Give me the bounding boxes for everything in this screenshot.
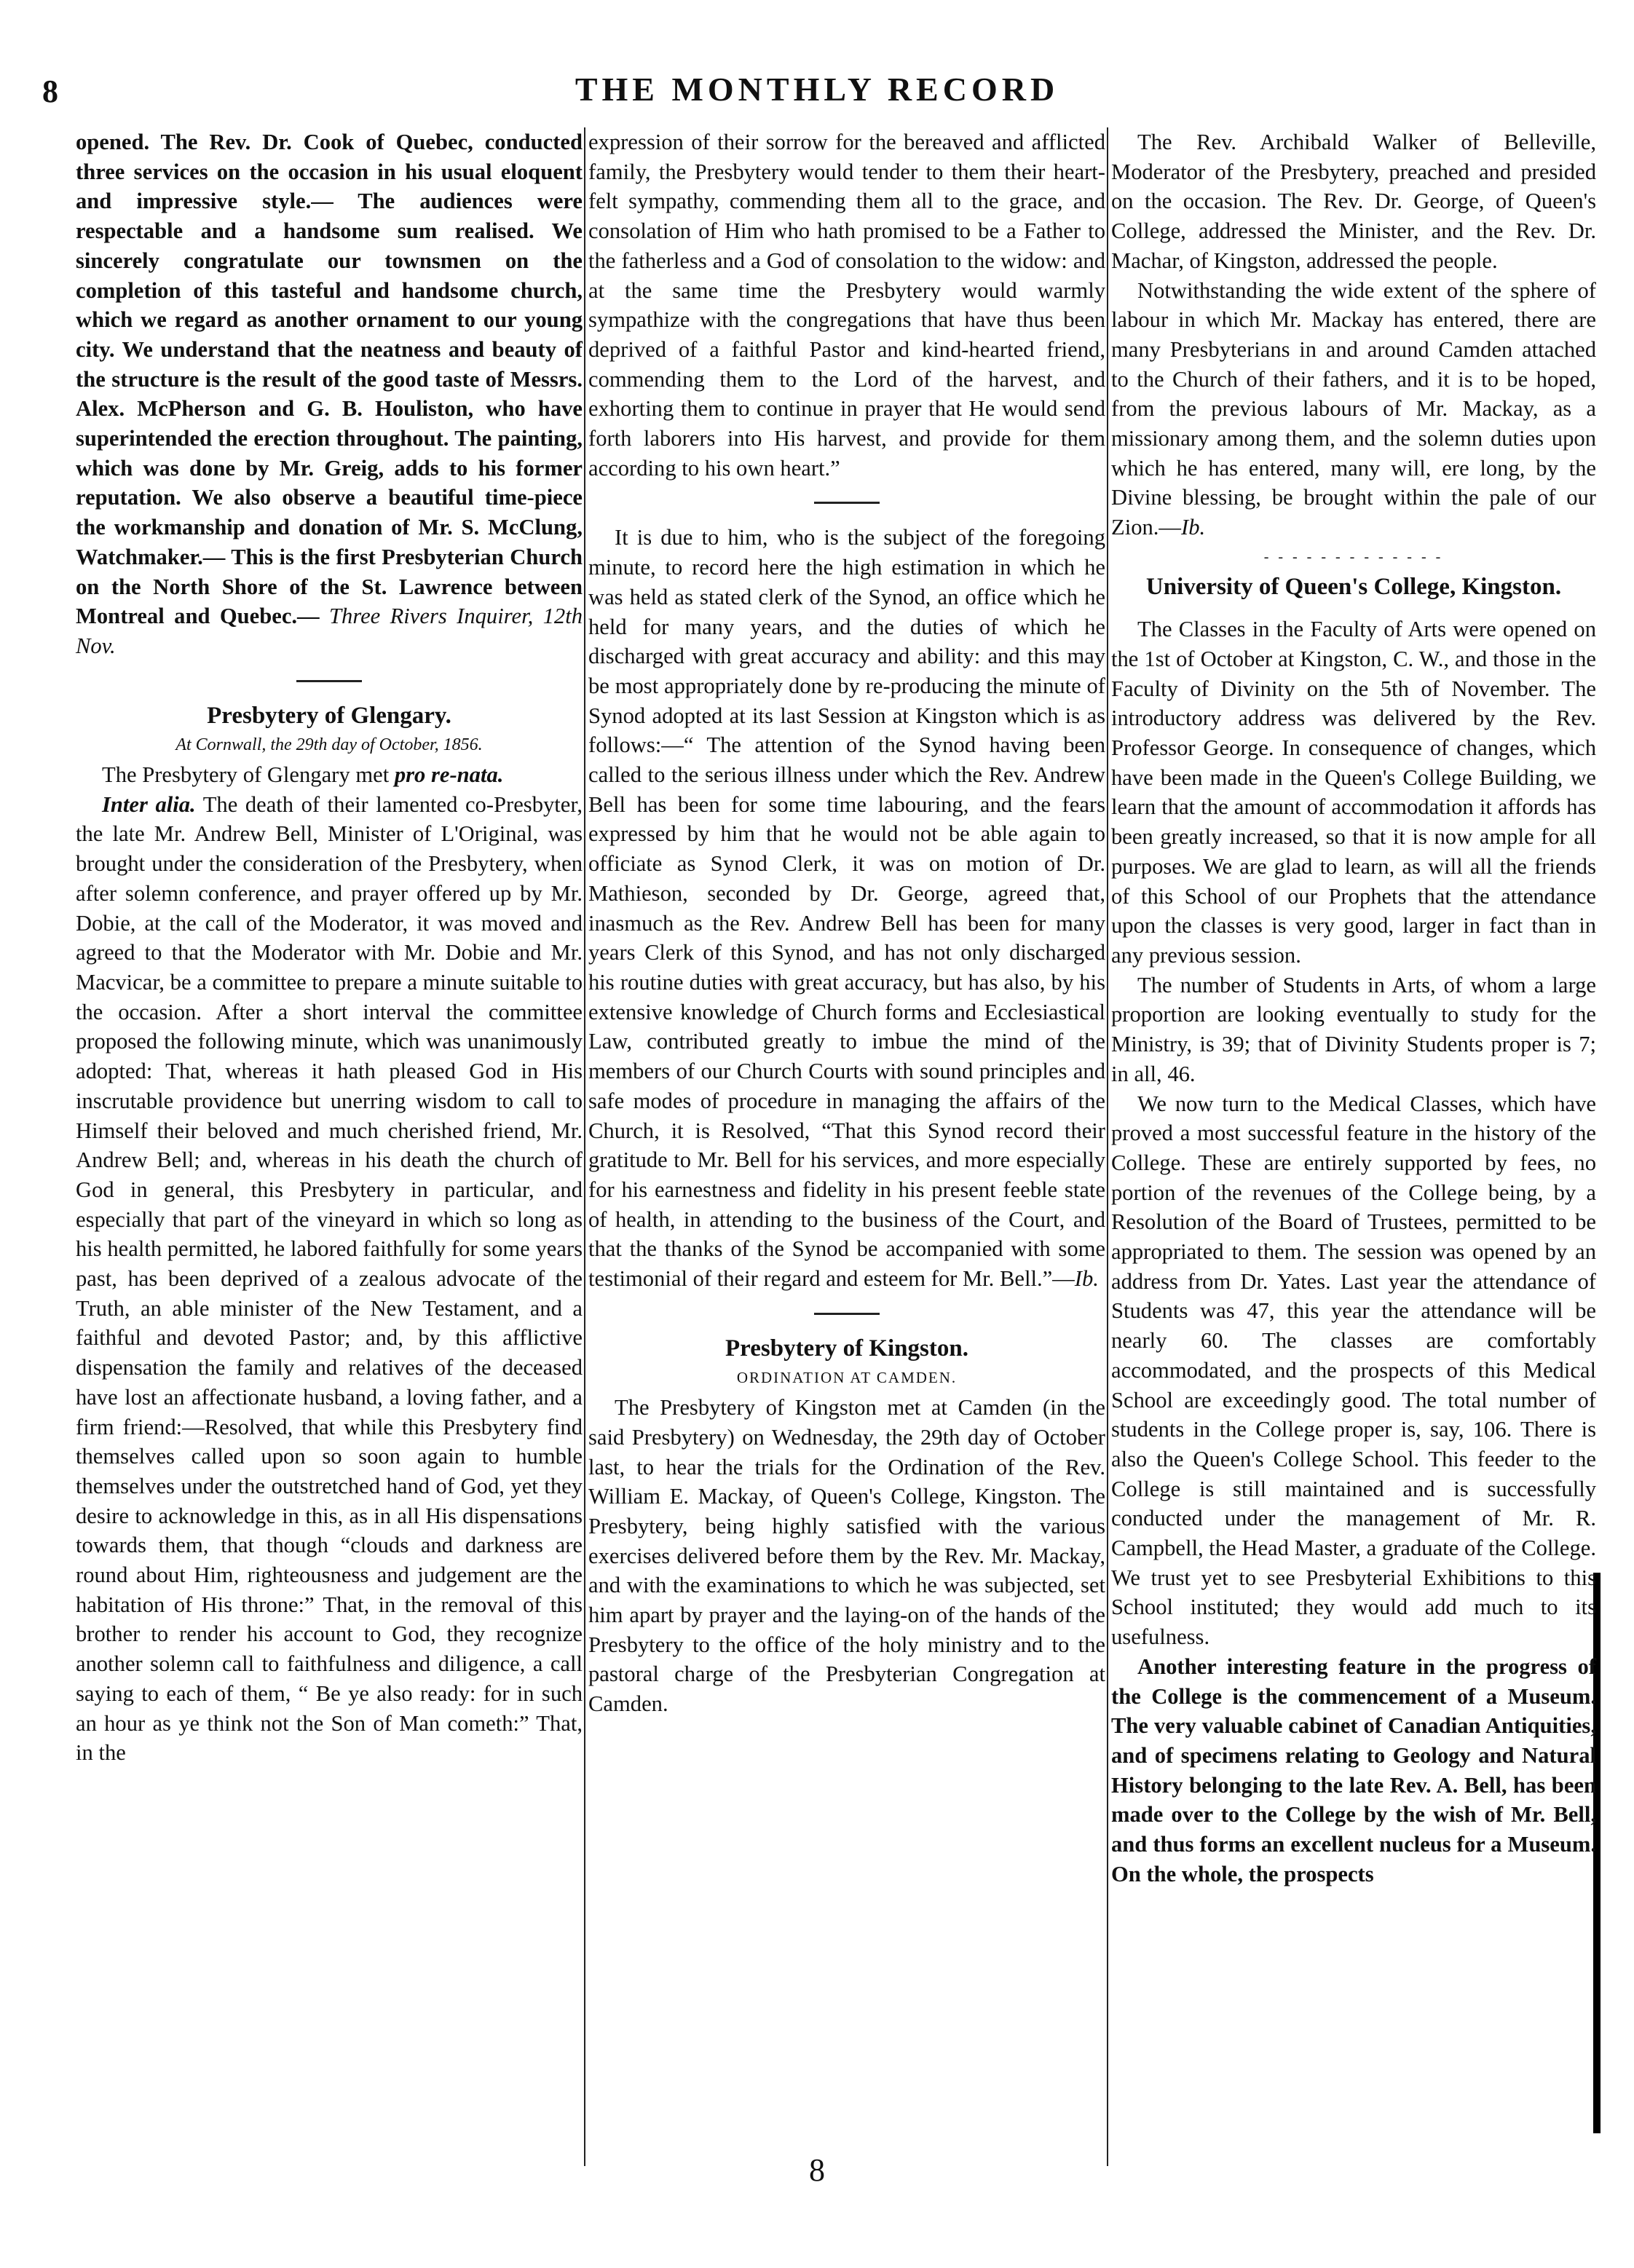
dotted-divider: - - - - - - - - - - - - - bbox=[1263, 548, 1444, 565]
running-title: THE MONTHLY RECORD bbox=[575, 71, 1059, 108]
section-divider bbox=[814, 1313, 880, 1315]
article-paragraph: Inter alia. The death of their lamented co-Presbyter, the late Mr. Andrew Bell, Minister of L'Original, was brought under the consideration of the Presbytery, when after solemn conference, and prayer offered up by Mr. Dobie, at the call of the Moderator, it was moved and agreed to that the Moderator with Mr. Dobie and Mr. Macvicar, be a committee to prepare a minute suitable to the occasion. After a short interval the committee proposed the following minute, which was unanimously adopted: That, whereas it hath pleased God in His inscrutable providence but unerring wisdom to call to Himself their beloved and much cherished friend, Mr. Andrew Bell; and, whereas in his death the church of God in general, this Presbytery in particular, and especially that part of the vineyard in which so long as his health permitted, he labored faithfully for some years past, has been deprived of a zealous advocate of the Truth, an able minister of the New Testament, and a faithful and devoted Pastor; and, by this afflictive dispensation the family and relatives of the deceased have lost an affectionate husband, a loving father, and a firm friend:—Resolved, that while this Presbytery find themselves called upon so soon again to humble themselves under the outstretched hand of God, yet they desire to acknowledge in this, as in all His dispensations towards them, that though “clouds and darkness are round about Him, righteousness and judgement are the habitation of His throne:” That, in the removal of this brother to render his account to God, they recognize another solemn call to faithfulness and diligence, a call saying to each of them, “ Be ye also ready: for in such an hour as ye think not the Son of Man cometh:” That, in the bbox=[76, 791, 583, 1766]
article-paragraph: opened. The Rev. Dr. Cook of Quebec, conducted three services on the occasion in his usual eloquent and impressive style.— The audiences were respectable and a handsome sum realised. We sincerely congratulate our townsmen on the completion of this tasteful and handsome church, which we regard as another ornament to our young city. We understand that the neatness and beauty of the structure is the result of the good taste of Messrs. Alex. McPherson and G. B. Houliston, who have superintended the erection throughout. The painting, which was done by Mr. Greig, adds to his former reputation. We also observe a beautiful time-piece the workmanship and donation of Mr. S. McClung, Watchmaker.— This is the first Presbyterian Church on the North Shore of the St. Lawrence between Montreal and Quebec.— Three Rivers Inquirer, 12th Nov. bbox=[76, 130, 583, 658]
section-title: Presbytery of Kingston. bbox=[725, 1335, 968, 1362]
section-title: Presbytery of Glengary. bbox=[207, 702, 451, 729]
article-paragraph: It is due to him, who is the subject of the foregoing minute, to record here the high estimation in which he was held as stated clerk of the Synod, an office which he held for many years, and the duties of which he discharged with great accuracy and ability: and this may be most appropriately done by re-producing the minute of Synod adopted at its last Session at Kingston which is as follows:—“ The attention of the Synod having been called to the serious illness under which the Rev. Andrew Bell has been for some time labouring, and the fears expressed by him that he would not be able again to officiate as Synod Clerk, it was on motion of Dr. Mathieson, seconded by Dr. George, agreed that, inasmuch as the Rev. Andrew Bell has been for many years Clerk of this Synod, and has not only discharged his routine duties with great accuracy, but has also, by his extensive knowledge of Church forms and Ecclesiastical Law, contributed greatly to imbue the mind of the members of our Church Courts with sound principles and safe modes of procedure in managing the affairs of the Church, it is Resolved, “That this Synod record their gratitude to Mr. Bell for his services, and more especially for his earnestness and fidelity in his present feeble state of health, in attending to the business of the Court, and that the thanks of the Synod be accompanied with some testimonial of their regard and esteem for Mr. Bell.”—Ib. bbox=[588, 525, 1105, 1292]
section-title: University of Queen's College, Kingston. bbox=[1145, 573, 1562, 600]
section-divider bbox=[296, 680, 362, 682]
column-3 bbox=[1111, 127, 1596, 1889]
column-1 bbox=[76, 127, 583, 1768]
source-citation: Three Rivers Inquirer, 12th Nov. bbox=[76, 604, 583, 658]
section-dateline: At Cornwall, the 29th day of October, 1856. bbox=[175, 735, 483, 755]
article-paragraph: Another interesting feature in the progress of the College is the commencement of a Museum. The very valuable cabinet of Canadian Antiquities, and of specimens relating to Geology and Natural History belonging to the late Rev. A. Bell, has been made over to the College by the wish of Mr. Bell, and thus forms an excellent nucleus for a Museum. On the whole, the prospects bbox=[1111, 1653, 1596, 1886]
article-paragraph: We now turn to the Medical Classes, which have proved a most successful feature in the history of the College. These are entirely supported by fees, no portion of the revenues of the College being, by a Resolution of the Board of Trustees, permitted to be appropriated to them. The session was opened by an address from Dr. Yates. Last year the attendance of Students was 47, this year the attendance will be nearly 60. The classes are comfortably accommodated, and the prospects of this Medical School are exceedingly good. The total number of students in the College proper is, say, 106. There is also the Queen's College School. This feeder to the College is still maintained and is successfully conducted under the management of Mr. R. Campbell, the Head Master, a graduate of the College. We trust yet to see Presbyterial Exhibitions to this School instituted; they would add much to its usefulness. bbox=[1111, 1091, 1596, 1650]
article-paragraph: expression of their sorrow for the bereaved and afflicted family, the Presbytery would tender to them their heart-felt sympathy, commending them all to the grace, and consolation of Him who hath promised to be a Father to the fatherless and a God of consolation to the widow: and at the same time the Presbytery would warmly sympathize with the congregations that have thus been deprived of a faithful Pastor and kind-hearted friend, commending them to the Lord of the harvest, and exhorting them to continue in prayer that He would send forth laborers into His harvest, and provide for them according to his own heart.” bbox=[588, 130, 1105, 481]
article-paragraph: The Presbytery of Kingston met at Camden (in the said Presbytery) on Wednesday, the 29th day of October last, to hear the trials for the Ordination of the Rev. William E. Mackay, of Queen's College, Kingston. The Presbytery, being highly satisfied with the various exercises delivered before them by the Rev. Mr. Mackay, and with the examinations to which he was subjected, set him apart by prayer and the laying-on of the hands of the Presbytery to the office of the holy ministry and to the pastoral charge of the Presbyterian Congregation at Camden. bbox=[588, 1395, 1105, 1717]
column-divider bbox=[584, 127, 585, 2166]
source-citation: Ib. bbox=[1074, 1266, 1099, 1292]
page-number-top: 8 bbox=[42, 74, 58, 109]
article-paragraph: Notwithstanding the wide extent of the sphere of labour in which Mr. Mackay has entered, there are many Presbyterians in and around Camden attached to the Church of their fathers, and it is to be hoped, from the previous labours of Mr. Mackay, as a missionary among them, and the solemn duties upon which he has entered, many will, ere long, by the Divine blessing, be brought within the pale of our Zion.—Ib. bbox=[1111, 277, 1596, 540]
article-paragraph: The Classes in the Faculty of Arts were opened on the 1st of October at Kingston, C. W., and those in the Faculty of Divinity on the 5th of November. The introductory address was delivered by the Rev. Professor George. In consequence of changes, which have been made in the Queen's College Building, we learn that the amount of accommodation it affords has been greatly increased, so that it is now ample for all purposes. We are glad to learn, as will all the friends of this School of our Prophets that the attendance upon the classes is very good, larger in fact than in any previous session. bbox=[1111, 617, 1596, 968]
article-paragraph: The number of Students in Arts, of whom a large proportion are looking eventually to study for the Ministry, is 39; that of Divinity Students proper is 7; in all, 46. bbox=[1111, 972, 1596, 1086]
section-divider bbox=[814, 502, 880, 504]
article-paragraph: The Presbytery of Glengary met pro re-nata. bbox=[102, 762, 504, 788]
article-paragraph: The Rev. Archibald Walker of Belleville, Moderator of the Presbytery, preached and presided on the occasion. The Rev. Dr. George, of Queen's College, addressed the Minister, and the Rev. Dr. Machar, of Kingston, addressed the people. bbox=[1111, 130, 1596, 273]
page-number-bottom: 8 bbox=[809, 2152, 825, 2188]
column-divider bbox=[1107, 127, 1108, 2166]
column-2 bbox=[588, 127, 1105, 1719]
source-citation: Ib. bbox=[1181, 515, 1206, 540]
section-subtitle: ORDINATION AT CAMDEN. bbox=[736, 1369, 958, 1387]
